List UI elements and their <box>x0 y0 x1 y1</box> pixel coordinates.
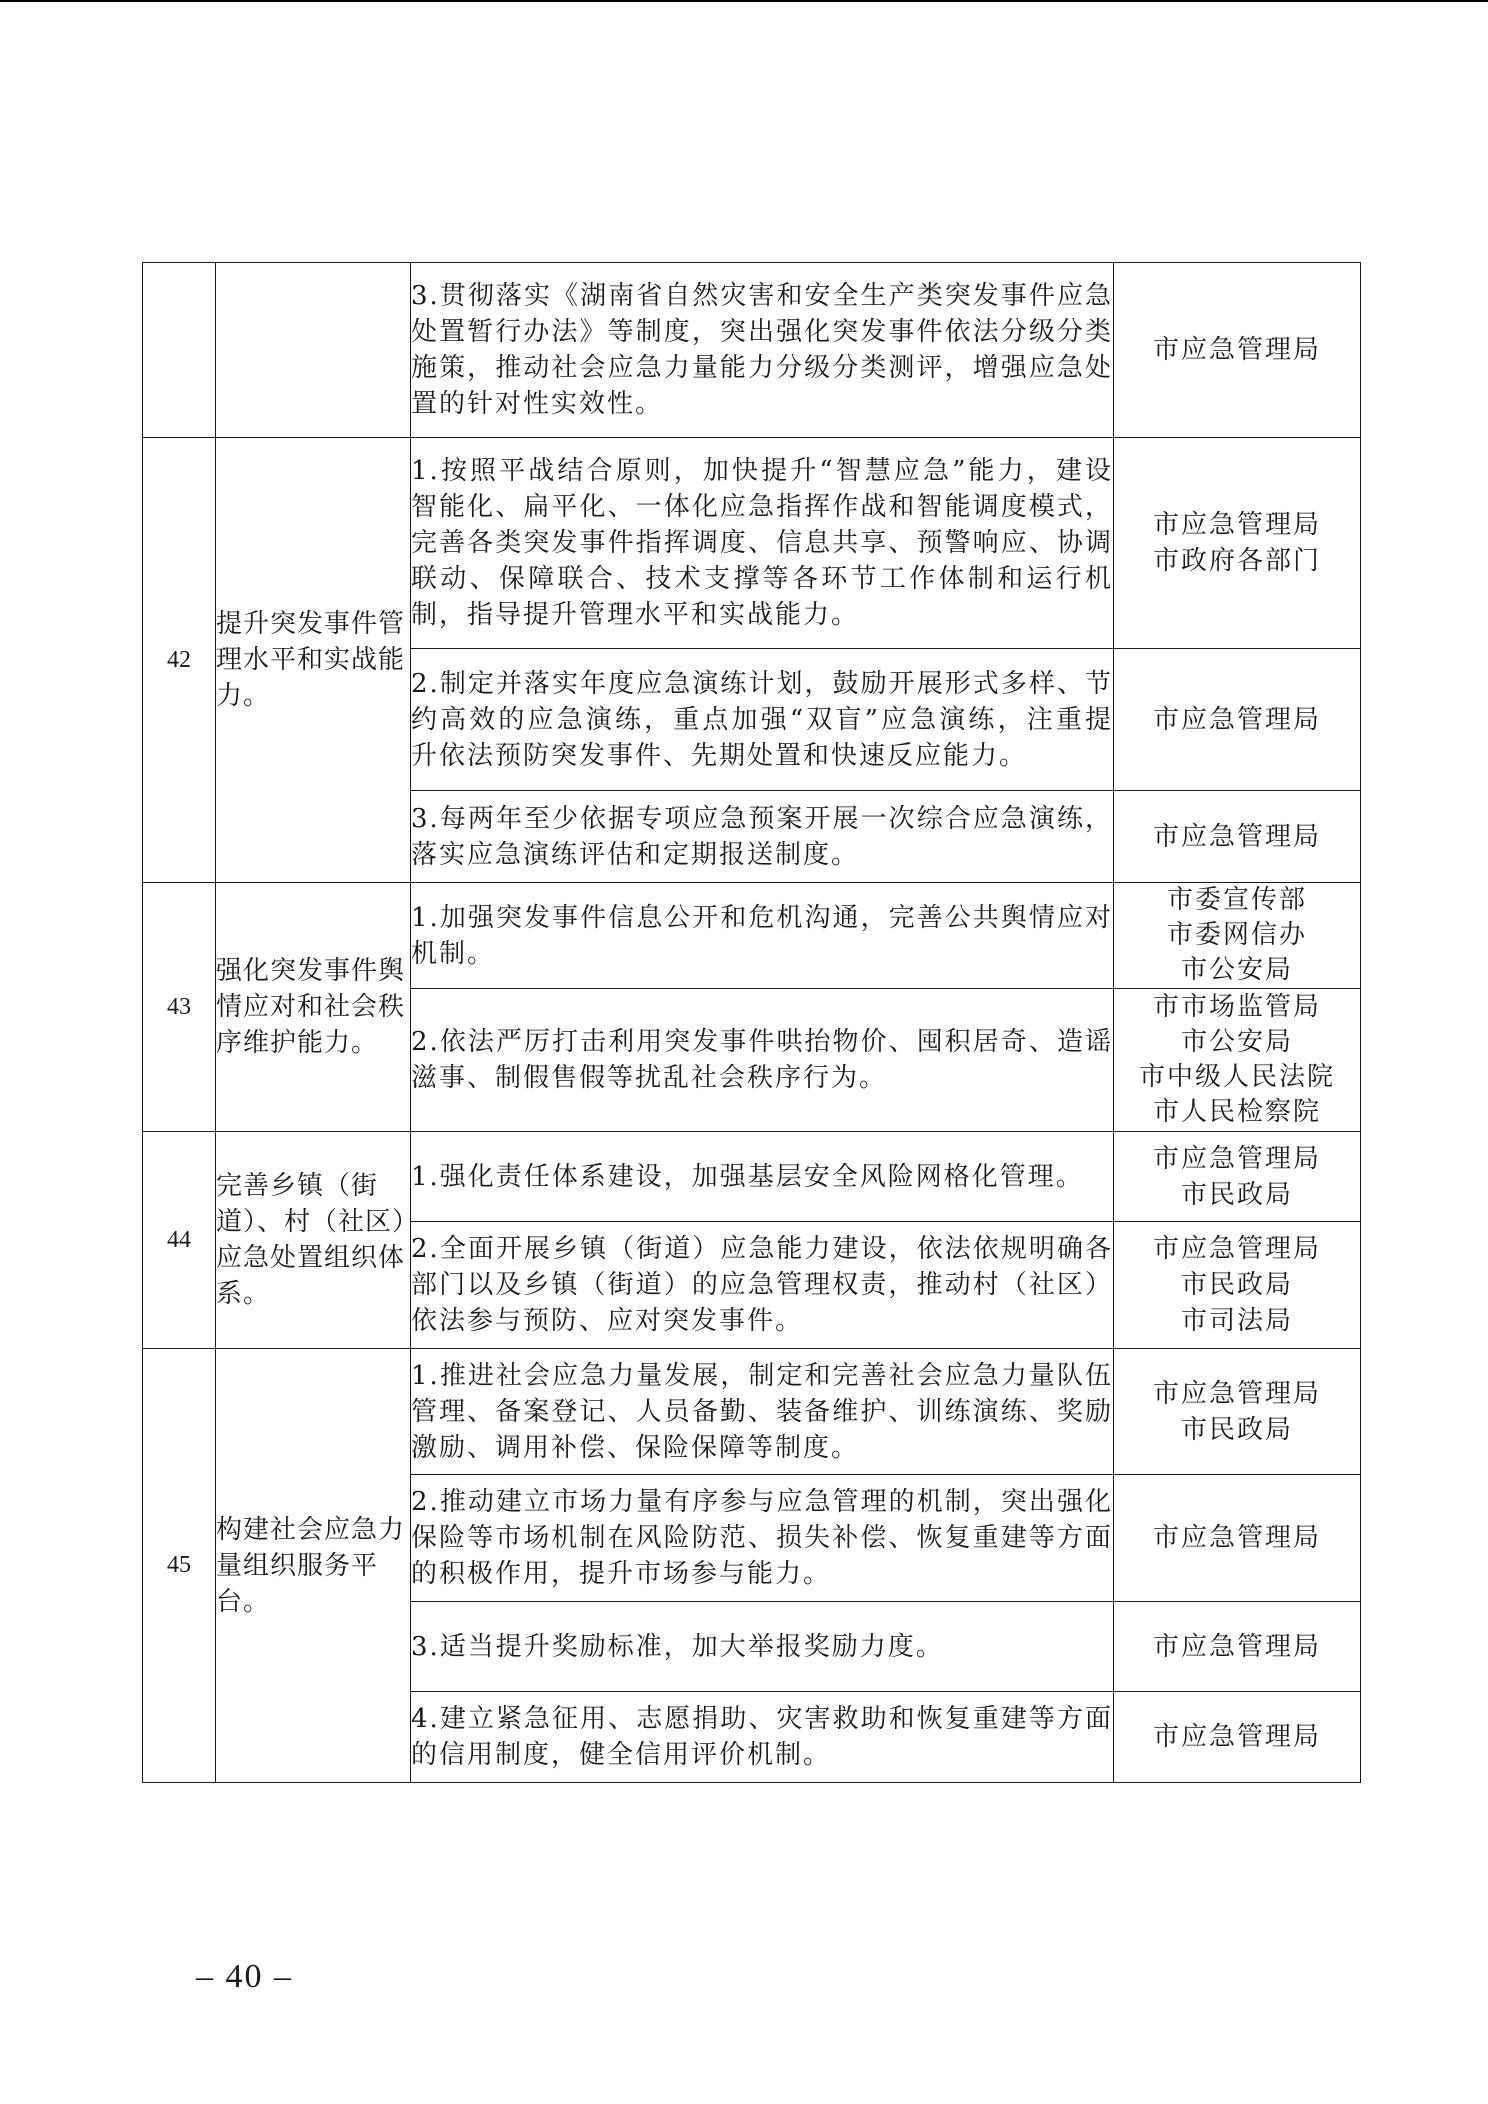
responsible-dept <box>1114 1222 1361 1349</box>
dept-name: 市应急管理局 <box>1152 821 1321 852</box>
dept-name: 市应急管理局 <box>1152 335 1321 365</box>
task-item: 完善乡镇（街道）、村（社区）应急处置组织体系。 <box>216 1132 411 1349</box>
responsible-dept <box>1114 1692 1361 1783</box>
dept-name: 市司法局 <box>1180 1306 1293 1336</box>
measure-text: 1.加强突发事件信息公开和危机沟通，完善公共舆情应对机制。 <box>411 883 1114 989</box>
measure-text: 2.依法严厉打击利用突发事件哄抬物价、囤积居奇、造谣滋事、制假售假等扰乱社会秩序行为。 <box>411 989 1114 1132</box>
responsible-dept <box>1114 989 1361 1132</box>
task-item: 提升突发事件管理水平和实战能力。 <box>216 438 411 883</box>
responsible-dept <box>1114 263 1361 438</box>
task-item <box>216 263 411 438</box>
dept-name: 市应急管理局 <box>1152 1631 1321 1662</box>
dept-name: 市公安局 <box>1180 1027 1293 1057</box>
responsible-dept <box>1114 649 1361 791</box>
dept-name: 市市场监管局 <box>1152 992 1321 1022</box>
dept-name: 市政府各部门 <box>1152 546 1321 576</box>
dept-name: 市民政局 <box>1180 1414 1293 1445</box>
page-top-rule <box>0 0 1488 2</box>
task-item: 强化突发事件舆情应对和社会秩序维护能力。 <box>216 883 411 1132</box>
dept-name: 市人民检察院 <box>1152 1097 1321 1127</box>
dept-name: 市应急管理局 <box>1152 1523 1321 1553</box>
dept-name: 市委网信办 <box>1166 920 1307 950</box>
measure-text: 1.强化责任体系建设，加强基层安全风险网格化管理。 <box>411 1132 1114 1222</box>
row-number: 44 <box>143 1132 216 1349</box>
measure-text: 1.按照平战结合原则，加快提升“智慧应急”能力，建设智能化、扁平化、一体化应急指挥作战和智能调度模式，完善各类突发事件指挥调度、信息共享、预警响应、协调联动、保障联合、技术支撑等各环节工作体制和运行机制，指导提升管理水平和实战能力。 <box>411 438 1114 649</box>
measure-text: 2.制定并落实年度应急演练计划，鼓励开展形式多样、节约高效的应急演练，重点加强“双盲”应急演练，注重提升依法预防突发事件、先期处置和快速反应能力。 <box>411 649 1114 791</box>
measure-text: 2.推动建立市场力量有序参与应急管理的机制，突出强化保险等市场机制在风险防范、损失补偿、恢复重建等方面的积极作用，提升市场参与能力。 <box>411 1475 1114 1602</box>
row-number: 43 <box>143 883 216 1132</box>
responsible-dept <box>1114 1132 1361 1222</box>
table-row <box>143 1132 1361 1222</box>
dept-name: 市公安局 <box>1180 955 1293 985</box>
responsible-dept <box>1114 438 1361 649</box>
measure-text: 1.推进社会应急力量发展，制定和完善社会应急力量队伍管理、备案登记、人员备勤、装备维护、训练演练、奖励激励、调用补偿、保险保障等制度。 <box>411 1349 1114 1475</box>
responsible-dept <box>1114 1475 1361 1602</box>
dept-name: 市应急管理局 <box>1152 1143 1321 1174</box>
dept-name: 市应急管理局 <box>1152 1234 1321 1264</box>
responsible-dept <box>1114 883 1361 989</box>
table-row <box>143 263 1361 438</box>
measure-text: 3.每两年至少依据专项应急预案开展一次综合应急演练，落实应急演练评估和定期报送制度。 <box>411 791 1114 883</box>
row-number <box>143 263 216 438</box>
responsible-dept <box>1114 791 1361 883</box>
page-number: – 40 – <box>196 1958 293 1995</box>
dept-name: 市应急管理局 <box>1152 1378 1321 1409</box>
table-row <box>143 438 1361 649</box>
responsible-dept <box>1114 1602 1361 1692</box>
measures-table <box>142 262 1361 1783</box>
task-item: 构建社会应急力量组织服务平台。 <box>216 1349 411 1783</box>
dept-name: 市委宣传部 <box>1166 885 1307 915</box>
measure-text: 2.全面开展乡镇（街道）应急能力建设，依法依规明确各部门以及乡镇（街道）的应急管理权责，推动村（社区）依法参与预防、应对突发事件。 <box>411 1222 1114 1349</box>
dept-name: 市应急管理局 <box>1152 510 1321 540</box>
dept-name: 市应急管理局 <box>1152 1722 1321 1752</box>
dept-name: 市中级人民法院 <box>1138 1062 1335 1092</box>
dept-name: 市民政局 <box>1180 1270 1293 1300</box>
measure-text: 3.贯彻落实《湖南省自然灾害和安全生产类突发事件应急处置暂行办法》等制度，突出强化突发事件依法分级分类施策，推动社会应急力量能力分级分类测评，增强应急处置的针对性实效性。 <box>411 263 1114 438</box>
dept-name: 市应急管理局 <box>1152 704 1321 735</box>
table-row <box>143 1349 1361 1475</box>
dept-name: 市民政局 <box>1180 1179 1293 1210</box>
row-number: 45 <box>143 1349 216 1783</box>
measure-text: 4.建立紧急征用、志愿捐助、灾害救助和恢复重建等方面的信用制度，健全信用评价机制。 <box>411 1692 1114 1783</box>
table-row <box>143 883 1361 989</box>
row-number: 42 <box>143 438 216 883</box>
measure-text: 3.适当提升奖励标准，加大举报奖励力度。 <box>411 1602 1114 1692</box>
responsible-dept <box>1114 1349 1361 1475</box>
